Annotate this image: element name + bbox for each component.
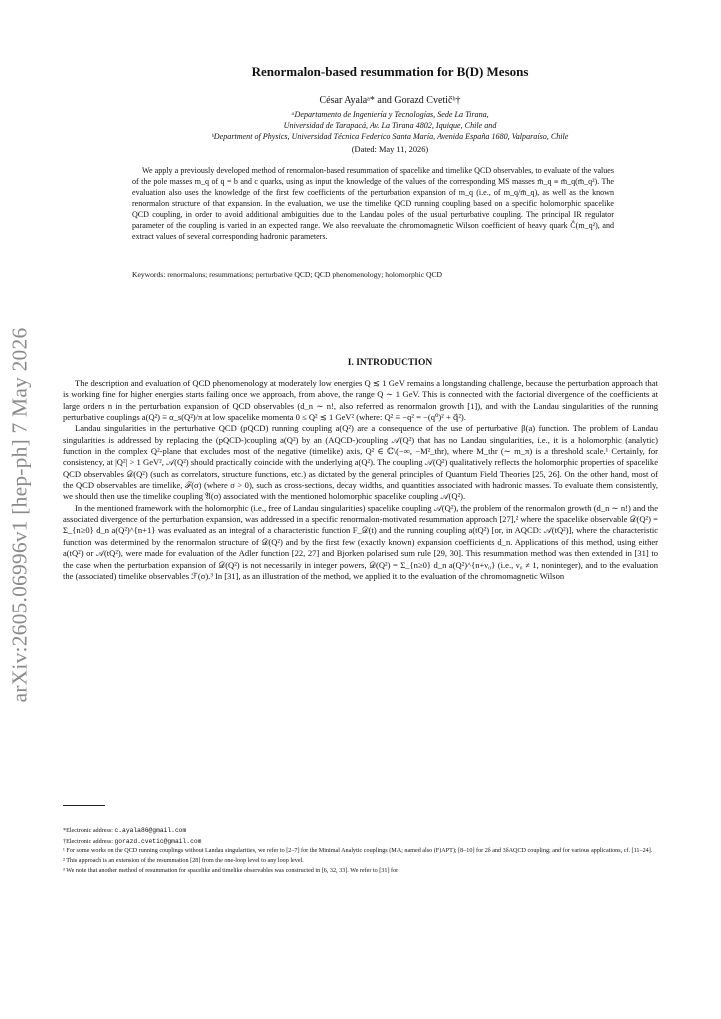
author-list: César Ayalaᵃ* and Gorazd Cvetičᵇ† [319,95,461,106]
paragraph: The description and evaluation of QCD phenomenology at moderately low energies Q ≲ 1 GeV remains a longstanding challenge, because the perturbation approach that is working fine for higher energies starts failing once we approach, from above, the range Q ∼ 1 GeV. This is connected with the factorial divergence of the coefficients at large orders n in the perturbation expansion of QCD observables (d_n ∼ n!, also referred as renormalon growth [1]), and with the Landau singularities of the running perturbative couplings a(Q²) ≡ α_s(Q²)/π at low spacelike momenta 0 ≤ Q² ≲ 1 GeV² (where: Q² ≡ −q² = −(q⁰)² + q⃗²). [63,378,658,423]
abstract: We apply a previously developed method of renormalon-based resummation of spacelike and timelike QCD observables, to evaluate of the values of the pole masses m_q of q = b and c quarks, using as input the knowledge of the values of the corresponding MS masses m̄_q ≡ m̄_q(m̄_q²). The evaluation also uses the knowledge of the first few coefficients of the perturbation expansion of m_q (i.e., of m_q/m̄_q), as well as the known renormalon structure of that expansion. In the evaluation, we use the timelike QCD running coupling based on a specific holomorphic spacelike QCD coupling, in order to avoid additional ambiguities due to the Landau poles of the usual perturbative coupling. The principal IR regulator parameter of the coupling is varied in an expected range. We also reevaluate the chromomagnetic Wilson coefficient of heavy quark Ĉ(m_q²), and extract values of several corresponding hadronic parameters. [132,166,614,241]
footnote: ² This approach is an extension of the resummation [28] from the one-loop level to any loop level. [63,858,304,865]
date-line: (Dated: May 11, 2026) [351,145,429,154]
email-link[interactable]: c.ayala86@gmail.com [114,827,187,834]
footnote-email [63,826,663,837]
arxiv-identifier[interactable]: arXiv:2605.06996v1 [hep-ph] 7 May 2026 [7,327,32,703]
email-link[interactable]: gorazd.cvetic@gmail.com [114,837,202,845]
paragraph: In the mentioned framework with the holomorphic (i.e., free of Landau singularities) spacelike coupling 𝒜(Q²), the problem of the renormalon growth (d_n ∼ n!) and the associated divergence of the perturbation expansion, was addressed in a specific renormalon-motivated resummation approach [27],² where the spacelike observable 𝒟(Q²) = Σ_{n≥0} d_n a(Q²)^{n+1} was evaluated as an integral of a characteristic function F_𝒟(t) and the running coupling a(tQ²) [or, in AQCD: 𝒜(tQ²)], where the characteristic function was determined by the renormalon structure of 𝒟(Q²) and by the first few (exactly known) expansion coefficients d_n. Applications of this method, using either a(tQ²) or 𝒜(tQ²), were made for evaluation of the Adler function [22, 27] and Bjorken polarised sum rule [29, 30]. This resummation method was then extended in [31] to the case when the perturbation expansion of 𝒟(Q²) is not necessarily in integer powers, 𝒟(Q²) = Σ_{n≥0} d_n a(Q²)^{n+ν₀} (i.e., ν₀ ≠ 1, noninteger), and to the evaluation the (associated) timelike observables ℱ(σ).³ In [31], as an illustration of the method, we applied it to the evaluation of the chromomagnetic Wilson [63,502,658,581]
keywords: Keywords: renormalons; resummations; perturbative QCD; QCD phenomenology; holomorphic QCD [132,270,443,279]
footnote-rule [63,805,105,806]
footnote: ³ We note that another method of resummation for spacelike and timelike observables was constructed in [6, 32, 33]. We refer to [31] for [63,867,399,874]
affiliation-line: ᵃDepartamento de Ingeniería y Tecnologías, Sede La Tirana, [291,110,489,119]
paper-title: Renormalon-based resummation for B(D) Mesons [251,64,529,79]
email-label: *Electronic address: [63,828,115,834]
email-label: †Electronic address: [63,838,115,845]
footnote: ¹ For some works on the QCD running couplings without Landau singularities, we refer to [2–7] for the Minimal Analytic couplings (MA; named also (F)APT); [8–10] for 2δ and 3δAQCD coupling; and for various applications, cf. [11–24]. [63,848,653,855]
affiliation-line: ᵇDepartment of Physics, Universidad Técnica Federico Santa María, Avenida España 1680, Valparaíso, Chile [211,132,569,141]
footnotes [63,826,663,877]
affiliation-line: Universidad de Tarapacá, Av. La Tirana 4802, Iquique, Chile and [283,121,497,130]
body-text [63,378,658,582]
paragraph: Landau singularities in the perturbative QCD (pQCD) running coupling a(Q²) are a consequence of the use of perturbative β(a) function. The problem of Landau singularities is addressed by replacing the (pQCD-)coupling a(Q²) by an (AQCD-)coupling 𝒜(Q²) that has no Landau singularities, i.e., it is a holomorphic (analytic) function in the complex Q²-plane that excludes most of the negative (timelike) axis, Q² ∈ ℂ\(−∞, −M²_thr), where M_thr (∼ m_π) is a threshold scale.¹ Certainly, for consistency, at |Q²| > 1 GeV², 𝒜(Q²) should practically coincide with the underlying a(Q²). The coupling 𝒜(Q²) qualitatively reflects the holomorphic properties of spacelike QCD observables 𝒟(Q²) (such as correlators, structure functions, etc.) as dictated by the general principles of Quantum Field Theories [25, 26]. On the other hand, most of the QCD observables are timelike, ℱ(σ) (where σ > 0), such as cross-sections, decay widths, and quantities associated with hadronic masses. To evaluate them consistently, we should then use the timelike coupling 𝔄(σ) associated with the mentioned holomorphic spacelike coupling 𝒜(Q²). [63,423,658,502]
footnote-email [63,837,663,848]
arxiv-side-stamp [2,327,38,703]
section-heading: I. INTRODUCTION [347,358,433,368]
